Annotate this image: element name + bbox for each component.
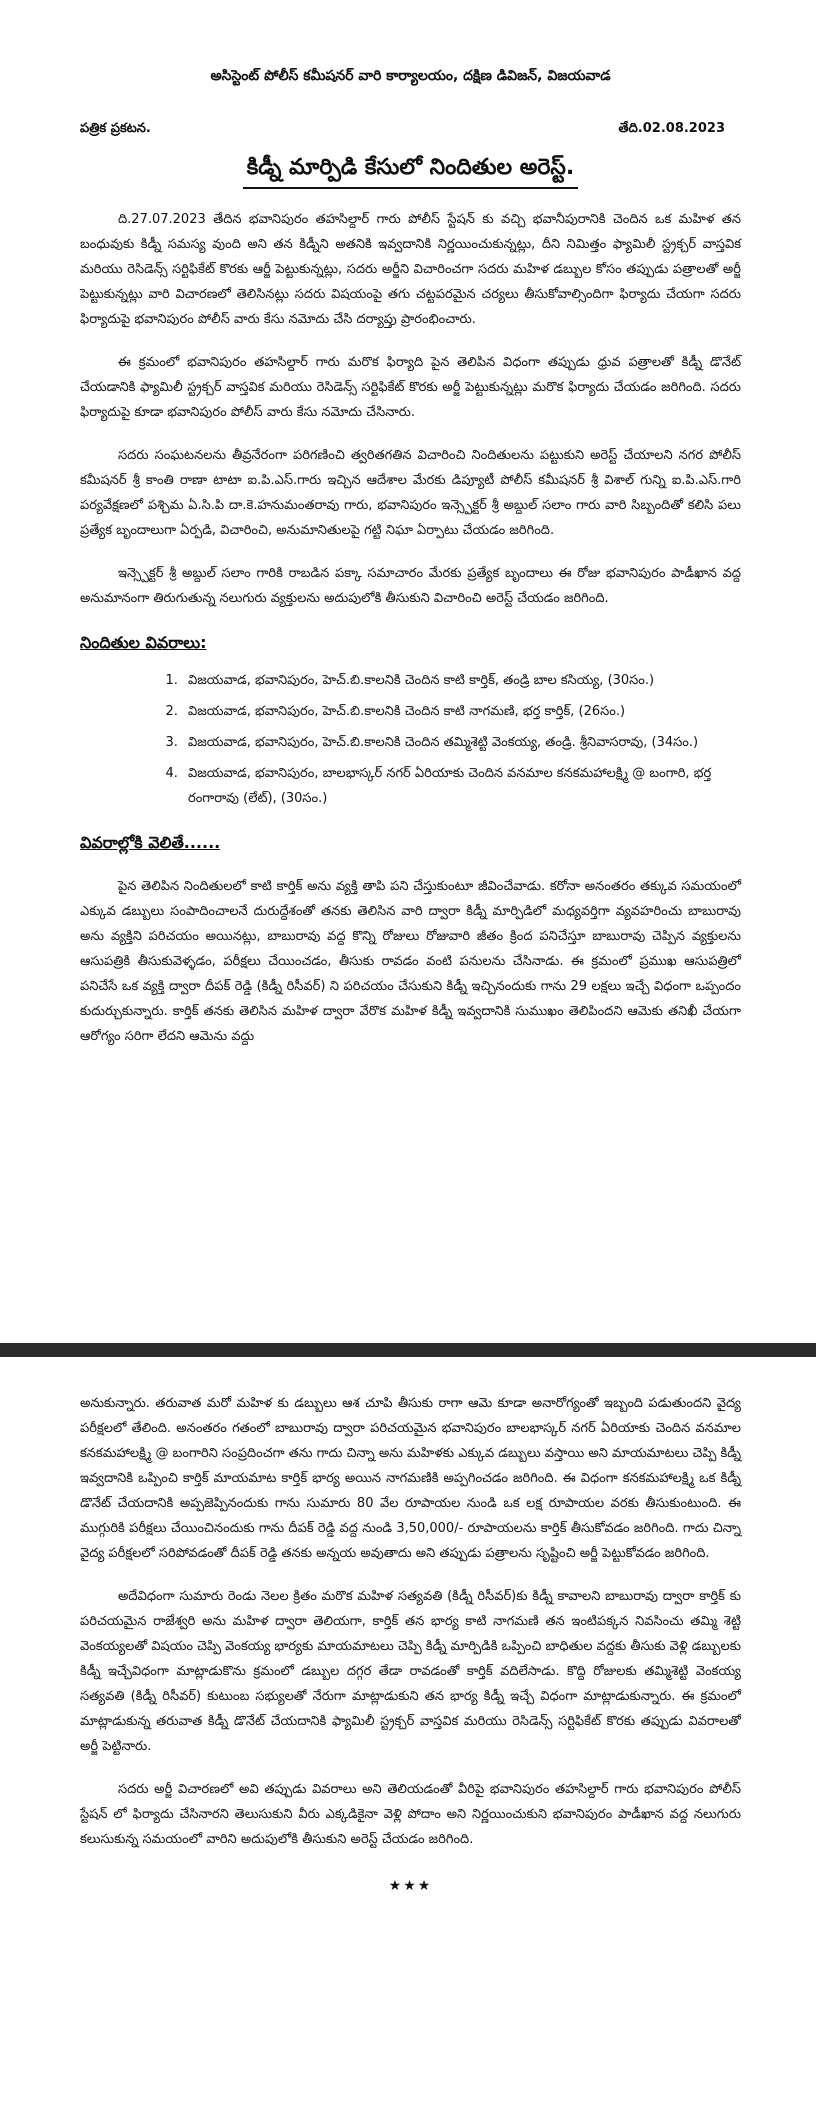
paragraph: ది.27.07.2023 తేదిన భవానిపురం తహసిల్దార్ గారు పోలీస్ స్టేషన్ కు వచ్చి భవానీపురానికి చెందిన ఒక మహిళ తన బంధువుకు కిడ్నీ సమస్య వుంది అని తన కిడ్నీని అతనికి ఇవ్వదానికి నిర్ణయించుకున్నట్లు, దీని నిమిత్తం ఫ్యామిలీ స్ట్రక్చర్ వాస్తవిక మరియు రెసిడెన్స్ సర్టిఫికేట్ కొరకు ఆర్జీ పెట్టుకున్నట్లు, సదరు అర్జీని విచారించగా సదరు మహిళ డబ్బుల కోసం తప్పుడు పత్రాలతో అర్జీ పెట్టుకున్నట్లు వారి విచారణలో తెలిసినట్లు సదరు విషయంపై తగు చట్టపరమైన చర్యలు తీసుకోవాల్సిందిగా ఫిర్యాదు చేయగా సదరు ఫిర్యాదుపై భవానిపురం పోలీస్ వారు కేసు నమోదు చేసి దర్యాప్తు ప్రారంభించారు. — [80, 212, 741, 327]
paragraph: సదరు అర్జీ విచారణలో అవి తప్పుడు వివరాలు అని తెలియడంతో వీరిపై భవానిపురం తహసిల్దార్ గారు భవానిపురం పోలీస్ స్టేషన్ లో ఫిర్యాదు చేసినారని తెలుసుకుని వీరు ఎక్కడికైనా వెళ్లి పోదాం అని నిర్ణయించుకుని భవానిపురం పాడీఖాన వద్ద నలుగురు కలుసుకున్న సమయంలో వారిని అదుపులోకి తీసుకుని అరెస్ట్ చేయడం జరిగింది. — [80, 1782, 741, 1847]
accused-item: 1. విజయవాడ, భవానిపురం, హెచ్.బి.కాలనికి చెందిన కాటి కార్తిక్, తండ్రి బాల కసియ్య, (30సం.) — [182, 668, 741, 693]
accused-heading: నిందితుల వివరాలు: — [80, 633, 207, 652]
meta-row — [80, 121, 741, 139]
accused-list — [80, 668, 741, 811]
accused-item: 4. విజయవాడ, భవానిపురం, బాలభాస్కర్ నగర్ ఏరియాకు చెందిన వనమాల కనకమహాలక్ష్మి @ బంగారి, భర్త రంగారావు (లేట్), (30సం.) — [182, 761, 741, 811]
accused-item: 2. విజయవాడ, భవానిపురం, హెచ్.బి.కాలనికి చెందిన కాటి నాగమణి, భర్త కార్తిక్, (26సం.) — [182, 699, 741, 724]
release-date: తేది.02.08.2023 — [618, 121, 725, 136]
paragraph-continued: అనుకున్నారు. తరువాత మరో మహిళ కు డబ్బులు ఆశ చూపి తీసుకు రాగా ఆమె కూడా అనారోగ్యంతో ఇబ్బంది పడుతుందని వైద్య పరీక్షలలో తేలింది. అనంతరం గతంలో బాబురావు ద్వారా పరిచయమైన భవానిపురం బాలభాస్కర్ నగర్ ఏరియాకు చెందిన వనమాల కనకమహాలక్ష్మి @ బంగారిని సంప్రదించగా తను గాదు చిన్నా అను మహిళకు ఎక్కువ డబ్బులు వస్తాయి అని మాయమాటలు చెప్పి కిడ్నీ ఇవ్వదానికి ఒప్పించి కార్తిక్ మాయమాట కార్తిక్ భార్య అయిన నాగమణికి అప్పగించడం జరిగింది. ఈ విధంగా కనకమహాలక్ష్మి ఒక కిడ్నీ డొనేట్ చేయదానికి అప్పజెప్పినందుకు గాను సుమారు 80 వేల రూపాయల నుండి ఒక లక్ష రూపాయల వరకు తీసుకుంటుంది. ఈ ముగ్గురికి పరీక్షలు చేయించినందుకు గాను దీపక్ రెడ్డి వద్ద నుండి 3,50,000/- రూపాయలను కార్తిక్ తీసుకోవడం జరిగింది. గాదు చిన్నా వైద్య పరీక్షలలో సరిపోవడంతో దీపక్ రెడ్డి తనకు అన్నయ అవుతాదు అని తప్పుడు పత్రాలను సృష్టించి అర్జీ పెట్టుకోవడం జరిగింది. — [80, 1396, 741, 1561]
accused-item: 3. విజయవాడ, భవానిపురం, హెచ్.బి.కాలనికి చెందిన తమ్మిశెట్టి వెంకయ్య, తండ్రి. శ్రీనివాసరావు, (34సం.) — [182, 730, 741, 755]
office-header: అసిస్టెంట్ పోలీస్ కమీషనర్ వారి కార్యాలయం, దక్షిణ డివిజన్, విజయవాడ — [210, 68, 611, 84]
paragraph: అదేవిధంగా సుమారు రెండు నెలల క్రితం మరొక మహిళ సత్యవతి (కిడ్నీ రిసీవర్)కు కిడ్నీ కావాలని బాబురావు ద్వారా కార్తిక్ కు పరిచయమైన రాజేశ్వరి అను మహిళ ద్వారా తెలియగా, కార్తిక్ తన భార్య కాటి నాగమణి తన ఇంటిపక్కన నివసించు తమ్మి శెట్టి వెంకయ్యలతో విషయం చెప్పి వెంకయ్య భార్యకు మాయమాటలు చెప్పి కిడ్నీ మార్పిడికి ఒప్పించి బాధితుల వద్దకు తీసుకు వెళ్లి డబ్బులకు కిడ్నీ ఇచ్చేవిధంగా మాట్లాడుకొను క్రమంలో డబ్బుల దగ్గర తేడా రావడంతో కార్తిక్ వదిలేసాడు. కొద్ది రోజులకు తమ్మిశెట్టి వెంకయ్య సత్యవతి (కిడ్నీ రిసీవర్) కుటుంబ సభ్యులతో నేరుగా మాట్లాడుకుని తన భార్య కిడ్నీ ఇచ్చే విధంగా మాట్లాడుకున్నారు. ఈ క్రమంలో మాట్లాడుకున్న తరువాత కిడ్నీ డొనేట్ చేయదానికి ఫ్యామిలీ స్ట్రక్చర్ వాస్తవిక మరియు రెసిడెన్స్ సర్టిఫికేట్ కొరకు తప్పుడు వివరాలతో అర్జీ పెట్టినారు. — [80, 1589, 741, 1754]
page-break — [0, 1343, 816, 1357]
details-heading: వివరాల్లోకి వెలితే...... — [80, 833, 221, 852]
end-mark: ★★★ — [388, 1878, 433, 1894]
press-title: కిడ్నీ మార్పిడి కేసులో నిందితుల అరెస్ట్. — [243, 155, 579, 189]
paragraph: ఈ క్రమంలో భవానిపురం తహసిల్దార్ గారు మరొక ఫిర్యాది పైన తెలిపిన విధంగా తప్పుడు ధ్రువ పత్రాలతో కిడ్నీ డొనేట్ చేయడానికి ఫ్యామిలీ స్ట్రక్చర్ వాస్తవిక మరియు రెసిడెన్స్ సర్టిఫికేట్ కొరకు అర్జీ పెట్టుకున్నట్లు మరొక ఫిర్యాదు చేయడం జరిగింది. సదరు ఫిర్యాదుపై కూడా భవానిపురం పోలీస్ వారు కేసు నమోదు చేసినారు. — [80, 355, 741, 420]
paragraph: పైన తెలిపిన నిందితులలో కాటి కార్తిక్ అను వ్యక్తి తాపి పని చేస్తుకుంటూ జీవించేవాడు. కరోనా అనంతరం తక్కువ సమయంలో ఎక్కువ డబ్బులు సంపాదించాలనే దురుద్దేశంతో తనకు తెలిసిన వారి ద్వారా కిడ్నీ మార్పిడిలో మధ్యవర్తిగా వ్యవహరించు బాబురావు అను వ్యక్తిని పరిచయం అయినట్లు, బాబురావు వద్ద కొన్ని రోజులు రోజువారి జీతం క్రింద పనిచేస్తూ బాబురావు చెప్పిన వ్యక్తులను ఆసుపత్రికి తీసుకువెళ్ళడం, పరీక్షలు చేయించడం, తీసుకు రావడం వంటి పనులను చేసినాడు. ఈ క్రమంలో ప్రముఖ ఆసుపత్రిలో పనిచేసే ఒక వ్యక్తి ద్వారా దీపక్ రెడ్డి (కిడ్నీ రిసీవర్) ని పరిచయం చేసుకుని కిడ్నీ ఇచ్చినందుకు గాను 29 లక్షలు ఇచ్చే విధంగా ఒప్పందం కుదుర్చుకున్నారు. కార్తిక్ తనకు తెలిసిన మహిళ ద్వారా వేరొక మహిళ కిడ్నీ ఇవ్వదానికి సుముఖం తెలిపిందని ఆమెకు తనిఖీ చేయగా ఆరోగ్యం సరిగా లేదని ఆమెను వద్దు — [80, 879, 741, 1044]
paragraph: సదరు సంఘటనలను తీవ్రనేరంగా పరిగణించి త్వరితగతిన విచారించి నిందితులను పట్టుకుని అరెస్ట్ చేయాలని నగర పోలీస్ కమీషనర్ శ్రీ కాంతి రాణా టాటా ఐ.పి.ఎస్.గారు ఇచ్చిన ఆదేశాల మేరకు డిప్యూటీ పోలీస్ కమీషనర్ శ్రీ విశాల్ గున్ని ఐ.పి.ఎస్.గారి పర్యవేక్షణలో పశ్చిమ ఏ.సి.పి దా.కె.హనుమంతరావు గారు, భవానిపురం ఇన్స్పెక్టర్ శ్రీ అబ్దుల్ సలాం గారు వారి సిబ్బందితో కలిసి పలు ప్రత్యేక బృందాలుగా ఏర్పడి, విచారించి, అనుమానితులపై గట్టి నిఘా ఏర్పాటు చేయడం జరిగింది. — [80, 448, 741, 538]
document-page-2 — [0, 1357, 816, 2128]
press-release-label: పత్రిక ప్రకటన. — [80, 121, 151, 136]
paragraph: ఇన్స్పెక్టర్ శ్రీ అబ్దుల్ సలాం గారికి రాబడిన పక్కా సమాచారం మేరకు ప్రత్యేక బృందాలు ఈ రోజు భవానిపురం పాడీఖాన వద్ద అనుమానంగా తిరుగుతున్న నలుగురు వ్యక్తులను అదుపులోకి తీసుకుని విచారించి అరెస్ట్ చేయడం జరిగింది. — [80, 566, 741, 606]
